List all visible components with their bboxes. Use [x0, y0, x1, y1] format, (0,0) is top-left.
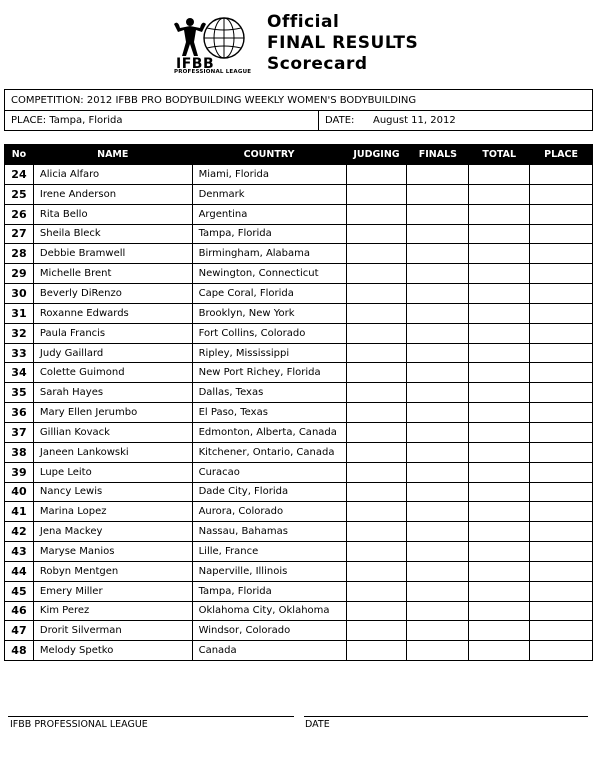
total-cell	[469, 303, 530, 323]
competition-row	[5, 90, 592, 110]
competitor-name: Emery Miller	[33, 581, 192, 601]
competitor-name: Gillian Kovack	[33, 422, 192, 442]
judging-cell	[346, 363, 407, 383]
total-cell	[469, 403, 530, 423]
table-row	[5, 204, 593, 224]
finals-cell	[407, 165, 469, 185]
total-cell	[469, 363, 530, 383]
place-cell	[530, 204, 593, 224]
competitor-country: Cape Coral, Florida	[192, 284, 346, 304]
judging-cell	[346, 383, 407, 403]
competitor-name: Maryse Manios	[33, 542, 192, 562]
competitor-country: Windsor, Colorado	[192, 621, 346, 641]
competitor-country: Kitchener, Ontario, Canada	[192, 442, 346, 462]
judging-cell	[346, 581, 407, 601]
total-cell	[469, 522, 530, 542]
total-cell	[469, 462, 530, 482]
table-row	[5, 383, 593, 403]
competitor-country: Canada	[192, 641, 346, 661]
row-number: 40	[5, 482, 34, 502]
table-row	[5, 343, 593, 363]
finals-cell	[407, 383, 469, 403]
competitor-country: Dallas, Texas	[192, 383, 346, 403]
row-number: 45	[5, 581, 34, 601]
row-number: 25	[5, 184, 34, 204]
table-row	[5, 422, 593, 442]
competitor-country: Ripley, Mississippi	[192, 343, 346, 363]
judging-cell	[346, 601, 407, 621]
place-cell	[530, 264, 593, 284]
table-row	[5, 244, 593, 264]
finals-cell	[407, 621, 469, 641]
judging-cell	[346, 165, 407, 185]
competitor-country: Aurora, Colorado	[192, 502, 346, 522]
competitor-country: Argentina	[192, 204, 346, 224]
row-number: 42	[5, 522, 34, 542]
table-row	[5, 601, 593, 621]
finals-cell	[407, 601, 469, 621]
finals-cell	[407, 442, 469, 462]
total-cell	[469, 343, 530, 363]
row-number: 24	[5, 165, 34, 185]
judging-cell	[346, 482, 407, 502]
competitor-name: Alicia Alfaro	[33, 165, 192, 185]
row-number: 38	[5, 442, 34, 462]
row-number: 44	[5, 561, 34, 581]
finals-cell	[407, 244, 469, 264]
competitor-country: Naperville, Illinois	[192, 561, 346, 581]
place-cell	[530, 165, 593, 185]
place-cell	[530, 442, 593, 462]
competitor-name: Drorit Silverman	[33, 621, 192, 641]
row-number: 48	[5, 641, 34, 661]
table-row	[5, 264, 593, 284]
logo-sub-text: PROFESSIONAL LEAGUE	[174, 69, 252, 75]
competitor-name: Judy Gaillard	[33, 343, 192, 363]
judging-cell	[346, 303, 407, 323]
table-row	[5, 442, 593, 462]
judging-cell	[346, 522, 407, 542]
total-cell	[469, 422, 530, 442]
header-country: COUNTRY	[192, 145, 346, 165]
finals-cell	[407, 641, 469, 661]
finals-cell	[407, 204, 469, 224]
row-number: 27	[5, 224, 34, 244]
place-cell	[530, 621, 593, 641]
judging-cell	[346, 502, 407, 522]
row-number: 39	[5, 462, 34, 482]
total-cell	[469, 323, 530, 343]
competitor-name: Roxanne Edwards	[33, 303, 192, 323]
row-number: 36	[5, 403, 34, 423]
place-cell	[530, 542, 593, 562]
competitor-name: Rita Bello	[33, 204, 192, 224]
judging-cell	[346, 323, 407, 343]
header-judging: JUDGING	[346, 145, 407, 165]
competitor-name: Robyn Mentgen	[33, 561, 192, 581]
total-cell	[469, 601, 530, 621]
total-cell	[469, 581, 530, 601]
finals-cell	[407, 264, 469, 284]
total-cell	[469, 561, 530, 581]
title-line-final-results: FINAL RESULTS	[267, 33, 419, 53]
place-cell	[530, 363, 593, 383]
competitor-name: Mary Ellen Jerumbo	[33, 403, 192, 423]
competitor-name: Sheila Bleck	[33, 224, 192, 244]
total-cell	[469, 244, 530, 264]
competition-text: COMPETITION: 2012 IFBB PRO BODYBUILDING WEEKLY WOMEN'S BODYBUILDING	[11, 94, 417, 106]
competitor-country: Fort Collins, Colorado	[192, 323, 346, 343]
league-signature-label: IFBB PROFESSIONAL LEAGUE	[10, 719, 148, 730]
competitor-name: Beverly DiRenzo	[33, 284, 192, 304]
total-cell	[469, 204, 530, 224]
place-cell	[530, 561, 593, 581]
row-number: 28	[5, 244, 34, 264]
judging-cell	[346, 264, 407, 284]
competitor-country: Brooklyn, New York	[192, 303, 346, 323]
table-row	[5, 641, 593, 661]
total-cell	[469, 383, 530, 403]
row-number: 32	[5, 323, 34, 343]
total-cell	[469, 184, 530, 204]
competitor-country: Edmonton, Alberta, Canada	[192, 422, 346, 442]
table-row	[5, 621, 593, 641]
total-cell	[469, 442, 530, 462]
header-finals: FINALS	[407, 145, 469, 165]
results-body	[5, 165, 593, 661]
finals-cell	[407, 542, 469, 562]
judging-cell	[346, 184, 407, 204]
header-no: No	[5, 145, 34, 165]
competitor-name: Marina Lopez	[33, 502, 192, 522]
finals-cell	[407, 522, 469, 542]
finals-cell	[407, 403, 469, 423]
total-cell	[469, 621, 530, 641]
judging-cell	[346, 641, 407, 661]
row-number: 37	[5, 422, 34, 442]
date-label: DATE:	[325, 115, 355, 126]
judging-cell	[346, 561, 407, 581]
total-cell	[469, 542, 530, 562]
competitor-country: New Port Richey, Florida	[192, 363, 346, 383]
competitor-name: Debbie Bramwell	[33, 244, 192, 264]
date-signature-label: DATE	[305, 719, 330, 730]
total-cell	[469, 284, 530, 304]
judging-cell	[346, 442, 407, 462]
total-cell	[469, 165, 530, 185]
table-row	[5, 303, 593, 323]
table-row	[5, 482, 593, 502]
place-cell	[530, 224, 593, 244]
competitor-name: Nancy Lewis	[33, 482, 192, 502]
signature-line-league	[8, 716, 294, 717]
competitor-name: Irene Anderson	[33, 184, 192, 204]
place-cell	[530, 303, 593, 323]
table-row	[5, 462, 593, 482]
competitor-name: Jena Mackey	[33, 522, 192, 542]
judging-cell	[346, 403, 407, 423]
place-cell	[530, 601, 593, 621]
judging-cell	[346, 244, 407, 264]
place-cell	[530, 462, 593, 482]
competitor-name: Melody Spetko	[33, 641, 192, 661]
place-text: PLACE: Tampa, Florida	[5, 111, 319, 130]
competitor-country: El Paso, Texas	[192, 403, 346, 423]
total-cell	[469, 482, 530, 502]
finals-cell	[407, 303, 469, 323]
row-number: 41	[5, 502, 34, 522]
competitor-country: Miami, Florida	[192, 165, 346, 185]
table-row	[5, 224, 593, 244]
title-line-official: Official	[267, 12, 340, 32]
row-number: 34	[5, 363, 34, 383]
results-table	[4, 144, 593, 661]
table-row	[5, 184, 593, 204]
finals-cell	[407, 482, 469, 502]
table-row	[5, 542, 593, 562]
competitor-country: Birmingham, Alabama	[192, 244, 346, 264]
finals-cell	[407, 581, 469, 601]
judging-cell	[346, 204, 407, 224]
competitor-country: Curacao	[192, 462, 346, 482]
competitor-name: Janeen Lankowski	[33, 442, 192, 462]
place-cell	[530, 184, 593, 204]
judging-cell	[346, 542, 407, 562]
document-title	[267, 12, 418, 75]
header-total: TOTAL	[469, 145, 530, 165]
competitor-name: Kim Perez	[33, 601, 192, 621]
judging-cell	[346, 462, 407, 482]
competitor-name: Lupe Leito	[33, 462, 192, 482]
row-number: 30	[5, 284, 34, 304]
competitor-name: Michelle Brent	[33, 264, 192, 284]
finals-cell	[407, 343, 469, 363]
finals-cell	[407, 284, 469, 304]
place-cell	[530, 284, 593, 304]
place-date-row	[5, 110, 592, 130]
competitor-country: Dade City, Florida	[192, 482, 346, 502]
judging-cell	[346, 422, 407, 442]
total-cell	[469, 264, 530, 284]
table-row	[5, 581, 593, 601]
place-cell	[530, 482, 593, 502]
header-place: PLACE	[530, 145, 593, 165]
competitor-country: Nassau, Bahamas	[192, 522, 346, 542]
row-number: 33	[5, 343, 34, 363]
table-row	[5, 284, 593, 304]
competitor-country: Tampa, Florida	[192, 581, 346, 601]
judging-cell	[346, 284, 407, 304]
competitor-country: Oklahoma City, Oklahoma	[192, 601, 346, 621]
place-cell	[530, 383, 593, 403]
finals-cell	[407, 224, 469, 244]
table-row	[5, 165, 593, 185]
competitor-country: Newington, Connecticut	[192, 264, 346, 284]
table-row	[5, 522, 593, 542]
logo-brand-text: IFBB	[176, 56, 215, 72]
header	[0, 0, 596, 82]
judging-cell	[346, 224, 407, 244]
competitor-country: Denmark	[192, 184, 346, 204]
table-row	[5, 561, 593, 581]
row-number: 26	[5, 204, 34, 224]
finals-cell	[407, 462, 469, 482]
table-row	[5, 323, 593, 343]
finals-cell	[407, 323, 469, 343]
header-name: NAME	[33, 145, 192, 165]
row-number: 35	[5, 383, 34, 403]
row-number: 43	[5, 542, 34, 562]
finals-cell	[407, 363, 469, 383]
place-cell	[530, 422, 593, 442]
place-cell	[530, 581, 593, 601]
total-cell	[469, 224, 530, 244]
total-cell	[469, 502, 530, 522]
finals-cell	[407, 184, 469, 204]
competitor-name: Paula Francis	[33, 323, 192, 343]
table-row	[5, 363, 593, 383]
table-header-row	[5, 145, 593, 165]
row-number: 47	[5, 621, 34, 641]
place-cell	[530, 522, 593, 542]
signature-line-date	[304, 716, 588, 717]
row-number: 46	[5, 601, 34, 621]
finals-cell	[407, 422, 469, 442]
finals-cell	[407, 502, 469, 522]
competitor-country: Lille, France	[192, 542, 346, 562]
title-line-scorecard: Scorecard	[267, 54, 368, 74]
row-number: 31	[5, 303, 34, 323]
place-cell	[530, 403, 593, 423]
competitor-name: Sarah Hayes	[33, 383, 192, 403]
total-cell	[469, 641, 530, 661]
table-row	[5, 403, 593, 423]
row-number: 29	[5, 264, 34, 284]
date-value: August 11, 2012	[373, 115, 456, 126]
place-cell	[530, 323, 593, 343]
judging-cell	[346, 343, 407, 363]
place-cell	[530, 641, 593, 661]
judging-cell	[346, 621, 407, 641]
competition-info-box	[4, 89, 593, 131]
competitor-country: Tampa, Florida	[192, 224, 346, 244]
finals-cell	[407, 561, 469, 581]
table-row	[5, 502, 593, 522]
place-cell	[530, 244, 593, 264]
place-cell	[530, 502, 593, 522]
competitor-name: Colette Guimond	[33, 363, 192, 383]
place-cell	[530, 343, 593, 363]
